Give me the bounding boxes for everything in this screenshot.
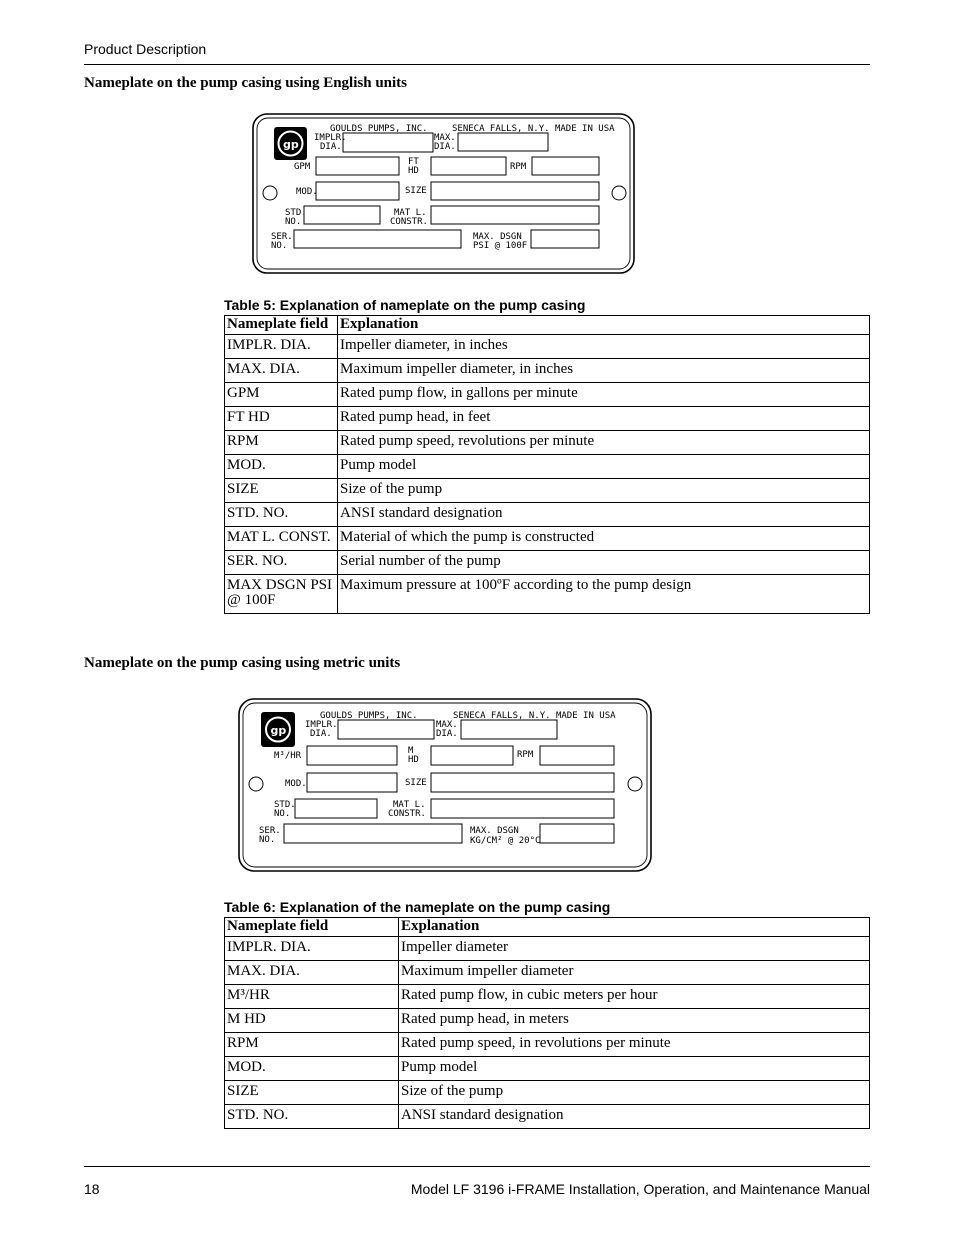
explanation-cell: Maximum impeller diameter	[399, 961, 870, 985]
english-section-title: Nameplate on the pump casing using English units	[84, 75, 407, 91]
explanation-cell: Impeller diameter	[399, 937, 870, 961]
svg-text:MOD.: MOD.	[296, 187, 318, 197]
svg-text:SENECA FALLS, N.Y. MADE IN USA: SENECA FALLS, N.Y. MADE IN USA	[453, 711, 616, 721]
svg-text:MAT L.: MAT L.	[394, 208, 427, 218]
table-5-title: Table 5: Explanation of nameplate on the pump casing	[224, 297, 586, 313]
running-header: Product Description	[84, 41, 207, 57]
svg-text:SER.: SER.	[271, 232, 293, 242]
explanation-cell: Material of which the pump is constructed	[338, 527, 870, 551]
svg-text:DIA.: DIA.	[320, 142, 342, 152]
svg-text:IMPLR.: IMPLR.	[314, 133, 347, 143]
svg-text:MAX. DSGN: MAX. DSGN	[473, 232, 522, 242]
explanation-cell: ANSI standard designation	[338, 503, 870, 527]
explanation-cell: ANSI standard designation	[399, 1105, 870, 1129]
nameplate-field-cell: M³/HR	[225, 985, 399, 1009]
svg-text:NO.: NO.	[259, 835, 276, 845]
svg-text:SER.: SER.	[259, 826, 281, 836]
svg-text:SIZE: SIZE	[405, 186, 427, 196]
nameplate-field-cell: IMPLR. DIA.	[225, 937, 399, 961]
svg-text:NO.: NO.	[274, 809, 291, 819]
table-row	[225, 479, 870, 503]
table-row	[225, 575, 870, 614]
svg-text:FT: FT	[408, 157, 419, 167]
svg-text:CONSTR.: CONSTR.	[388, 809, 426, 819]
explanation-cell: Size of the pump	[399, 1081, 870, 1105]
svg-text:KG/CM² @ 20°C: KG/CM² @ 20°C	[470, 836, 541, 846]
explanation-cell: Rated pump speed, in revolutions per minute	[399, 1033, 870, 1057]
column-header: Nameplate field	[225, 918, 399, 937]
svg-text:MAX.: MAX.	[436, 720, 458, 730]
svg-text:STD.: STD.	[274, 800, 296, 810]
svg-text:NO.: NO.	[285, 217, 302, 227]
table-6	[224, 917, 870, 1129]
table-6-title: Table 6: Explanation of the nameplate on the pump casing	[224, 899, 611, 915]
mounting-hole-icon	[612, 186, 626, 200]
table-row	[225, 1081, 870, 1105]
svg-text:DIA.: DIA.	[310, 729, 332, 739]
mounting-hole-icon	[249, 777, 263, 791]
mounting-hole-icon	[263, 186, 277, 200]
footer-rule	[84, 1166, 870, 1167]
nameplate-field-cell: MAX. DIA.	[225, 961, 399, 985]
column-header: Explanation	[338, 316, 870, 335]
header-rule	[84, 64, 870, 65]
goulds-logo-icon	[261, 712, 295, 747]
explanation-cell: Rated pump head, in feet	[338, 407, 870, 431]
table-5	[224, 315, 870, 614]
svg-text:DIA.: DIA.	[436, 729, 458, 739]
explanation-cell: Rated pump flow, in gallons per minute	[338, 383, 870, 407]
explanation-cell: Impeller diameter, in inches	[338, 335, 870, 359]
table-row	[225, 985, 870, 1009]
table-row	[225, 455, 870, 479]
svg-text:RPM: RPM	[510, 162, 527, 172]
svg-text:NO.: NO.	[271, 241, 288, 251]
goulds-logo-icon	[274, 127, 307, 160]
table-row	[225, 1033, 870, 1057]
nameplate-field-cell: M HD	[225, 1009, 399, 1033]
nameplate-field-cell: SIZE	[225, 1081, 399, 1105]
table-row	[225, 937, 870, 961]
nameplate-field-cell: STD. NO.	[225, 503, 338, 527]
svg-text:DIA.: DIA.	[434, 142, 456, 152]
english-nameplate	[252, 113, 636, 275]
explanation-cell: Maximum impeller diameter, in inches	[338, 359, 870, 383]
nameplate-field-cell: MAX DSGN PSI @ 100F	[225, 575, 338, 614]
svg-text:M: M	[408, 746, 414, 756]
nameplate-field-cell: MOD.	[225, 455, 338, 479]
nameplate-field-cell: RPM	[225, 431, 338, 455]
svg-text:MOD.: MOD.	[285, 779, 307, 789]
table-row	[225, 407, 870, 431]
table-row	[225, 335, 870, 359]
column-header: Explanation	[399, 918, 870, 937]
explanation-cell: Pump model	[338, 455, 870, 479]
table-row	[225, 527, 870, 551]
metric-section-title: Nameplate on the pump casing using metric units	[84, 655, 401, 671]
svg-text:M³/HR: M³/HR	[274, 751, 302, 761]
svg-text:gp: gp	[283, 138, 299, 151]
page-number: 18	[84, 1181, 100, 1197]
table-row	[225, 383, 870, 407]
explanation-cell: Rated pump head, in meters	[399, 1009, 870, 1033]
table-row	[225, 1057, 870, 1081]
table-row	[225, 1009, 870, 1033]
table-header-row	[225, 918, 870, 937]
svg-text:MAT L.: MAT L.	[393, 800, 426, 810]
nameplate-field-cell: RPM	[225, 1033, 399, 1057]
svg-text:GOULDS PUMPS, INC.: GOULDS PUMPS, INC.	[320, 711, 418, 721]
column-header: Nameplate field	[225, 316, 338, 335]
nameplate-field-cell: MOD.	[225, 1057, 399, 1081]
svg-text:RPM: RPM	[517, 750, 534, 760]
nameplate-field-cell: SIZE	[225, 479, 338, 503]
table-row	[225, 551, 870, 575]
svg-text:IMPLR.: IMPLR.	[305, 720, 338, 730]
explanation-cell: Rated pump speed, revolutions per minute	[338, 431, 870, 455]
svg-text:GPM: GPM	[294, 162, 311, 172]
svg-text:MAX.: MAX.	[434, 133, 456, 143]
explanation-cell: Serial number of the pump	[338, 551, 870, 575]
nameplate-field-cell: FT HD	[225, 407, 338, 431]
table-row	[225, 431, 870, 455]
svg-text:HD: HD	[408, 755, 419, 765]
explanation-cell: Size of the pump	[338, 479, 870, 503]
svg-text:SENECA FALLS, N.Y. MADE IN USA: SENECA FALLS, N.Y. MADE IN USA	[452, 124, 615, 134]
svg-text:HD: HD	[408, 166, 419, 176]
table-row	[225, 1105, 870, 1129]
table-header-row	[225, 316, 870, 335]
explanation-cell: Maximum pressure at 100ºF according to the pump design	[338, 575, 870, 614]
metric-nameplate	[238, 698, 653, 873]
svg-text:CONSTR.: CONSTR.	[390, 217, 428, 227]
svg-text:SIZE: SIZE	[405, 778, 427, 788]
svg-text:PSI @ 100F: PSI @ 100F	[473, 241, 528, 251]
manual-title: Model LF 3196 i-FRAME Installation, Operation, and Maintenance Manual	[410, 1181, 870, 1197]
explanation-cell: Rated pump flow, in cubic meters per hour	[399, 985, 870, 1009]
svg-text:GOULDS PUMPS, INC.: GOULDS PUMPS, INC.	[330, 124, 428, 134]
nameplate-field-cell: MAT L. CONST.	[225, 527, 338, 551]
nameplate-field-cell: MAX. DIA.	[225, 359, 338, 383]
nameplate-field-cell: GPM	[225, 383, 338, 407]
mounting-hole-icon	[628, 777, 642, 791]
svg-text:STD.: STD.	[285, 208, 307, 218]
table-row	[225, 503, 870, 527]
nameplate-field-cell: STD. NO.	[225, 1105, 399, 1129]
nameplate-field-cell: IMPLR. DIA.	[225, 335, 338, 359]
svg-text:MAX. DSGN: MAX. DSGN	[470, 826, 519, 836]
svg-text:gp: gp	[270, 724, 287, 737]
explanation-cell: Pump model	[399, 1057, 870, 1081]
nameplate-field-cell: SER. NO.	[225, 551, 338, 575]
table-row	[225, 961, 870, 985]
table-row	[225, 359, 870, 383]
